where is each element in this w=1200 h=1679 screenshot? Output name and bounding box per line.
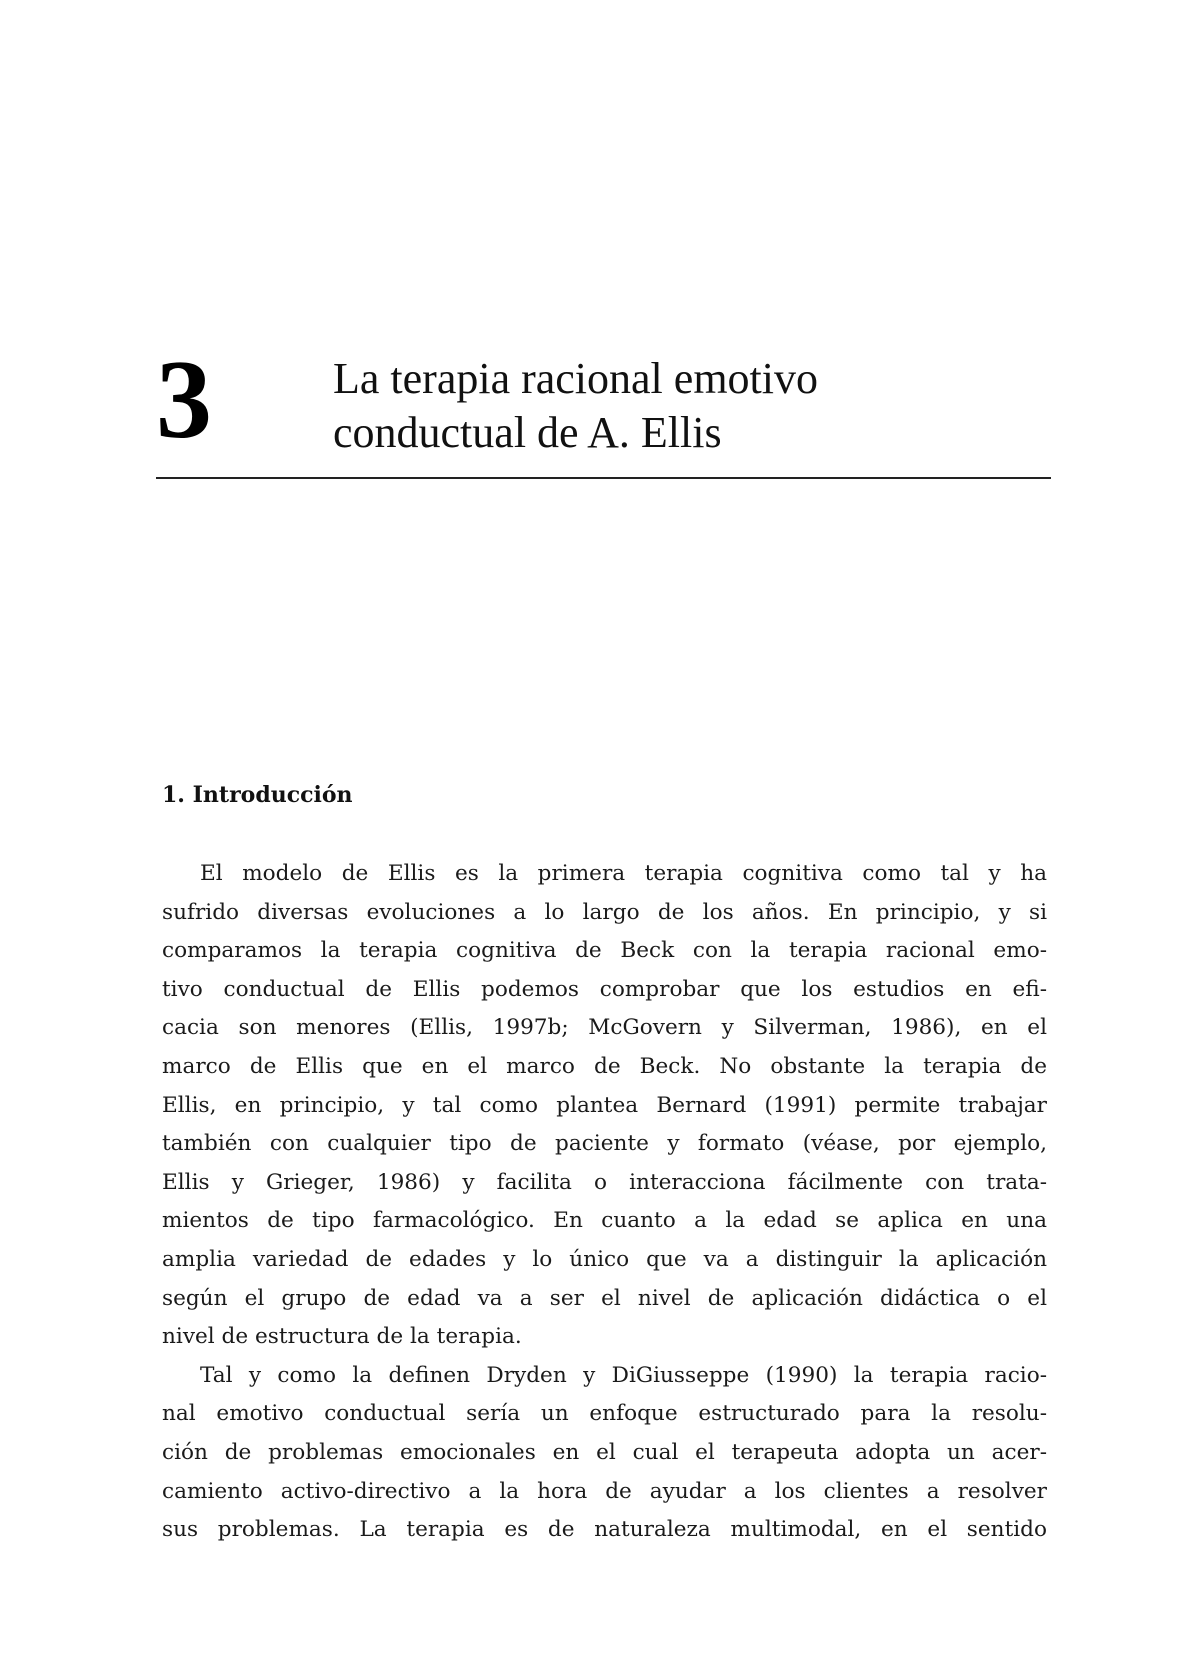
text-line: Ellis, en principio, y tal como plantea Bernard (1991) permite trabajar [162,1092,1047,1118]
text-line: sus problemas. La terapia es de naturaleza multimodal, en el sentido [162,1517,1047,1543]
text-line: amplia variedad de edades y lo único que va a distinguir la aplicación [162,1246,1047,1272]
text-line: Ellis y Grieger, 1986) y facilita o interacciona fácilmente con trata- [162,1169,1047,1195]
chapter-title-line: La terapia racional emotivo [333,354,818,403]
text-line: mientos de tipo farmacológico. En cuanto a la edad se aplica en una [162,1208,1047,1234]
text-line: según el grupo de edad va a ser el nivel de aplicación didáctica o el [162,1285,1047,1311]
text-line: ción de problemas emocionales en el cual el terapeuta adopta un acer- [162,1439,1047,1465]
text-line: El modelo de Ellis es la primera terapia cognitiva como tal y ha [200,861,1047,886]
text-line: sufrido diversas evoluciones a lo largo de los años. En principio, y si [162,899,1047,925]
chapter-divider [156,477,1051,479]
text-line: camiento activo-directivo a la hora de ayudar a los clientes a resolver [162,1478,1047,1504]
chapter-number: 3 [156,338,212,462]
chapter-title-line: conductual de A. Ellis [333,408,722,457]
text-line: comparamos la terapia cognitiva de Beck con la terapia racional emo- [162,938,1047,964]
text-line: nal emotivo conductual sería un enfoque estructurado para la resolu- [162,1401,1047,1427]
text-line: marco de Ellis que en el marco de Beck. No obstante la terapia de [162,1053,1047,1079]
paragraph [162,1357,1047,1550]
text-line: tivo conductual de Ellis podemos comprobar que los estudios en efi- [162,976,1047,1002]
chapter-header [156,338,1051,480]
text-line: cacia son menores (Ellis, 1997b; McGovern y Silverman, 1986), en el [162,1015,1047,1041]
text-line: Tal y como la definen Dryden y DiGiusseppe (1990) la terapia racio- [200,1362,1047,1388]
paragraph [162,855,1047,1357]
chapter-title [333,352,818,460]
text-line: nivel de estructura de la terapia. [162,1324,522,1350]
text-line: también con cualquier tipo de paciente y formato (véase, por ejemplo, [162,1131,1047,1157]
section-heading: 1. Introducción [162,782,353,808]
body-text [162,855,1047,1550]
